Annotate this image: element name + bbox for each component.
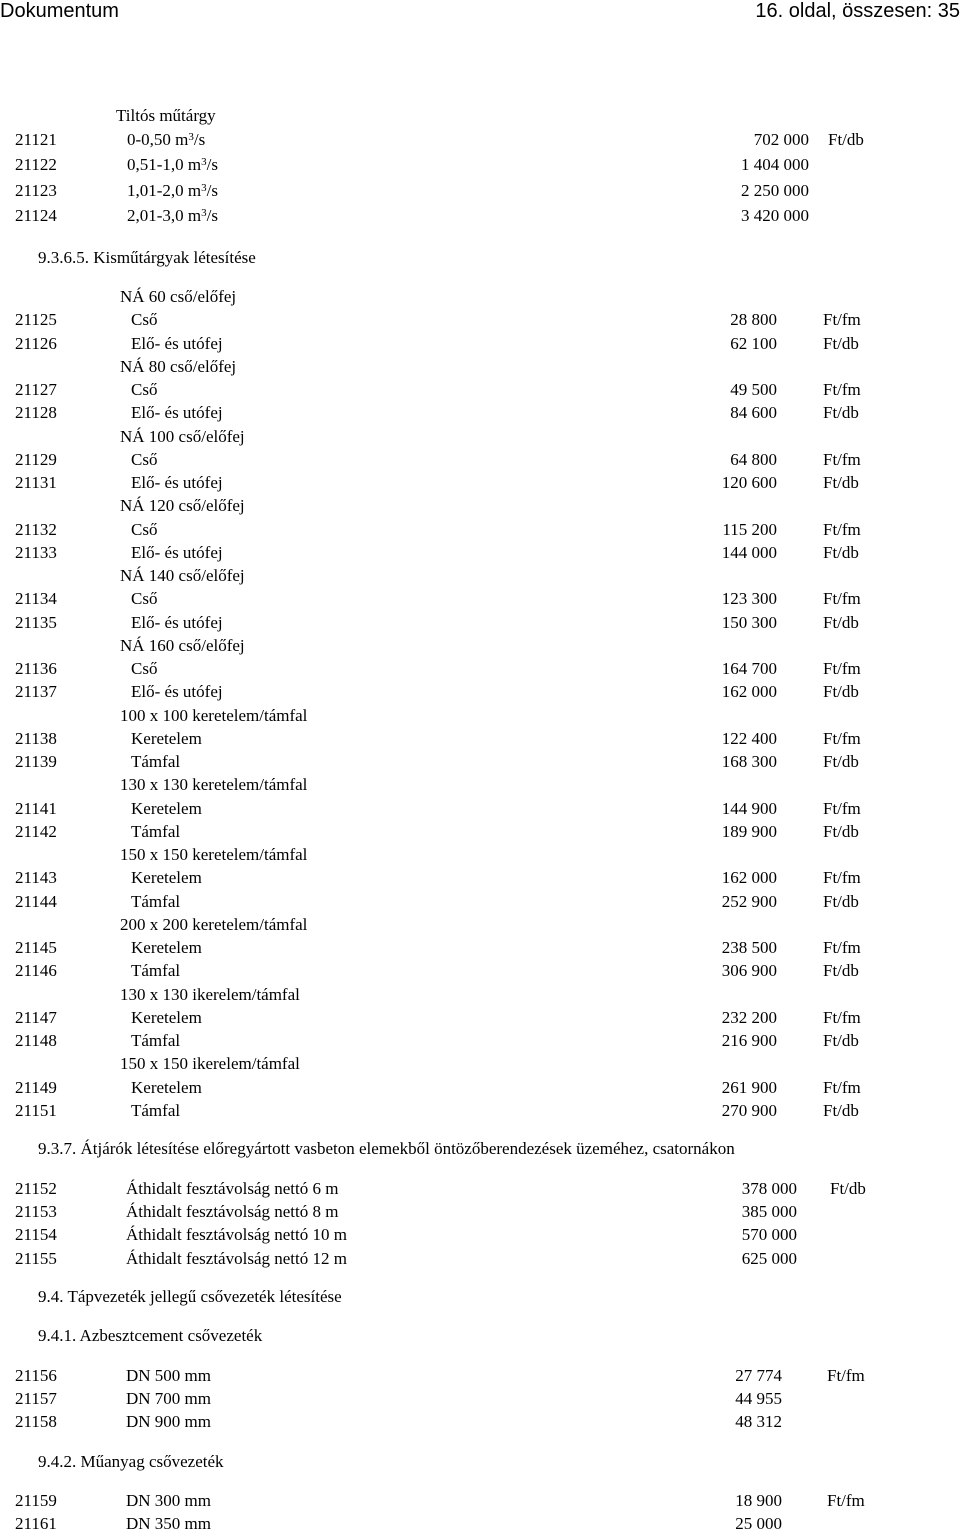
item-unit: Ft/db <box>823 1100 859 1120</box>
item-price: 3 420 000 <box>741 205 809 225</box>
item-description: DN 350 mm <box>126 1514 211 1534</box>
item-unit: Ft/fm <box>823 380 861 399</box>
item-code: 21138 <box>15 728 57 748</box>
section-subheading: Tiltós műtárgy <box>116 106 216 125</box>
item-unit: Ft/db <box>823 542 859 562</box>
group-heading: 200 x 200 keretelem/támfal <box>120 914 308 934</box>
item-code: 21151 <box>15 1100 57 1120</box>
item-price: 120 600 <box>721 473 777 492</box>
item-price: 625 000 <box>741 1248 797 1268</box>
item-code: 21142 <box>15 821 57 841</box>
item-price: 238 500 <box>721 938 777 957</box>
item-code: 21126 <box>15 333 57 353</box>
item-code: 21128 <box>15 403 57 423</box>
item-description: Elő- és utófej <box>131 682 223 702</box>
item-description: Cső <box>131 519 158 539</box>
item-description: Támfal <box>131 961 181 981</box>
item-description: Keretelem <box>131 798 202 818</box>
item-code: 21146 <box>15 961 57 981</box>
section-heading: 9.4.2. Műanyag csővezeték <box>38 1452 224 1471</box>
item-unit: Ft/db <box>823 821 859 841</box>
item-code: 21152 <box>15 1179 57 1198</box>
item-price: 702 000 <box>753 130 809 149</box>
item-price: 189 900 <box>721 821 777 841</box>
item-code: 21139 <box>15 752 57 771</box>
item-description: Áthidalt fesztávolság nettó 6 m <box>126 1179 339 1198</box>
item-code: 21144 <box>15 891 57 911</box>
item-description: DN 500 mm <box>126 1366 211 1385</box>
item-price: 162 000 <box>721 868 777 888</box>
item-description: Cső <box>131 589 158 609</box>
item-code: 21143 <box>15 868 57 888</box>
group-heading: NÁ 140 cső/előfej <box>120 566 245 585</box>
item-unit: Ft/db <box>823 752 859 771</box>
item-description: DN 300 mm <box>126 1491 211 1510</box>
item-price: 64 800 <box>730 449 777 469</box>
item-description: Áthidalt fesztávolság nettó 8 m <box>126 1202 339 1222</box>
item-code: 21123 <box>15 180 57 200</box>
item-unit: Ft/db <box>823 473 859 492</box>
item-unit: Ft/fm <box>823 798 861 818</box>
item-description: Keretelem <box>131 938 202 957</box>
group-heading: NÁ 160 cső/előfej <box>120 635 245 655</box>
item-price: 144 900 <box>721 798 777 818</box>
item-description: Elő- és utófej <box>131 403 223 423</box>
item-price: 570 000 <box>741 1225 797 1245</box>
item-code: 21131 <box>15 473 57 492</box>
item-price: 144 000 <box>721 542 777 562</box>
section-heading: 9.3.7. Átjárók létesítése előregyártott vasbeton elemekből öntözőberendezések üzeméhez, csatornákon <box>38 1139 735 1158</box>
item-price: 44 955 <box>735 1389 782 1409</box>
item-code: 21154 <box>15 1225 57 1245</box>
group-heading: 130 x 130 ikerelem/támfal <box>120 984 300 1004</box>
item-code: 21157 <box>15 1389 57 1409</box>
item-unit: Ft/db <box>823 961 859 981</box>
item-unit: Ft/db <box>823 403 859 423</box>
section-heading: 9.4. Tápvezeték jellegű csővezeték létesítése <box>38 1287 342 1306</box>
item-price: 2 250 000 <box>741 180 809 200</box>
item-unit: Ft/db <box>823 682 859 702</box>
item-price: 28 800 <box>730 310 777 330</box>
item-description: 1,01-2,0 $m^3/s$ <box>127 180 218 200</box>
item-price: 216 900 <box>721 1031 777 1050</box>
item-unit: Ft/db <box>823 891 859 911</box>
item-description: Támfal <box>131 891 181 911</box>
item-code: 21147 <box>15 1007 57 1027</box>
item-price: 48 312 <box>735 1412 782 1432</box>
item-price: 123 300 <box>721 589 777 609</box>
group-heading: 150 x 150 ikerelem/támfal <box>120 1054 300 1074</box>
item-unit: Ft/fm <box>823 868 861 888</box>
item-unit: Ft/fm <box>827 1491 865 1510</box>
item-code: 21127 <box>15 380 57 399</box>
item-description: Támfal <box>131 821 181 841</box>
page-counter: 16. oldal, összesen: 35 <box>755 0 960 22</box>
item-code: 21121 <box>15 130 57 149</box>
group-heading: NÁ 60 cső/előfej <box>120 287 237 306</box>
group-heading: 100 x 100 keretelem/támfal <box>120 705 308 725</box>
item-unit: Ft/fm <box>823 449 861 469</box>
item-price: 164 700 <box>721 659 777 678</box>
item-description: Keretelem <box>131 728 202 748</box>
item-code: 21137 <box>15 682 57 702</box>
item-code: 21158 <box>15 1412 57 1432</box>
item-unit: Ft/db <box>823 1031 859 1050</box>
item-price: 25 000 <box>735 1514 782 1534</box>
section-heading: 9.4.1. Azbesztcement csővezeték <box>38 1326 263 1345</box>
item-code: 21156 <box>15 1366 57 1385</box>
item-code: 21132 <box>15 519 57 539</box>
item-description: DN 900 mm <box>126 1412 211 1432</box>
item-code: 21159 <box>15 1491 57 1510</box>
document-title: Dokumentum <box>0 0 119 22</box>
item-unit: Ft/db <box>830 1179 866 1198</box>
item-code: 21125 <box>15 310 57 330</box>
item-unit: Ft/fm <box>823 1077 861 1097</box>
page-header <box>0 0 960 26</box>
group-heading: NÁ 120 cső/előfej <box>120 496 245 516</box>
item-unit: Ft/fm <box>823 728 861 748</box>
item-price: 306 900 <box>721 961 777 981</box>
item-code: 21133 <box>15 542 57 562</box>
item-price: 49 500 <box>730 380 777 399</box>
item-price: 232 200 <box>721 1007 777 1027</box>
group-heading: NÁ 80 cső/előfej <box>120 356 237 376</box>
item-code: 21149 <box>15 1077 57 1097</box>
item-unit: Ft/fm <box>823 938 861 957</box>
item-description: Cső <box>131 449 158 469</box>
group-heading: NÁ 100 cső/előfej <box>120 426 245 446</box>
item-price: 84 600 <box>730 403 777 423</box>
group-heading: 130 x 130 keretelem/támfal <box>120 775 308 795</box>
item-price: 1 404 000 <box>741 155 809 175</box>
item-description: Elő- és utófej <box>131 542 223 562</box>
item-unit: Ft/db <box>823 612 859 632</box>
item-description: 2,01-3,0 $m^3/s$ <box>127 205 218 225</box>
item-code: 21141 <box>15 798 57 818</box>
item-description: DN 700 mm <box>126 1389 211 1409</box>
item-code: 21134 <box>15 589 57 609</box>
item-unit: Ft/fm <box>823 1007 861 1027</box>
item-description: Elő- és utófej <box>131 612 223 632</box>
item-code: 21129 <box>15 449 57 469</box>
item-unit: Ft/fm <box>823 589 861 609</box>
item-description: Elő- és utófej <box>131 473 223 492</box>
group-heading: 150 x 150 keretelem/támfal <box>120 845 308 864</box>
item-price: 62 100 <box>730 333 777 353</box>
item-code: 21145 <box>15 938 57 957</box>
item-description: Keretelem <box>131 1077 202 1097</box>
item-price: 162 000 <box>721 682 777 702</box>
item-unit: Ft/db <box>823 333 859 353</box>
item-price: 261 900 <box>721 1077 777 1097</box>
item-price: 270 900 <box>721 1100 777 1120</box>
item-code: 21155 <box>15 1248 57 1268</box>
item-unit: Ft/fm <box>823 310 861 330</box>
item-price: 168 300 <box>721 752 777 771</box>
item-price: 18 900 <box>735 1491 782 1510</box>
item-description: Támfal <box>131 1031 181 1050</box>
item-description: Támfal <box>131 752 181 771</box>
item-description: 0-0,50 $m^3/s$ <box>127 130 206 149</box>
item-description: Keretelem <box>131 1007 202 1027</box>
item-code: 21148 <box>15 1031 57 1050</box>
item-description: Cső <box>131 310 158 330</box>
item-unit: Ft/fm <box>823 519 861 539</box>
item-description: Áthidalt fesztávolság nettó 12 m <box>126 1248 347 1268</box>
item-unit: Ft/fm <box>827 1366 865 1385</box>
item-description: 0,51-1,0 $m^3/s$ <box>127 155 218 175</box>
item-price: 150 300 <box>721 612 777 632</box>
item-price: 122 400 <box>721 728 777 748</box>
item-description: Keretelem <box>131 868 202 888</box>
item-code: 21135 <box>15 612 57 632</box>
item-code: 21153 <box>15 1202 57 1222</box>
item-price: 27 774 <box>735 1366 782 1385</box>
section-heading: 9.3.6.5. Kisműtárgyak létesítése <box>38 248 256 267</box>
item-code: 21124 <box>15 205 57 225</box>
item-description: Cső <box>131 659 158 678</box>
item-price: 252 900 <box>721 891 777 911</box>
item-code: 21136 <box>15 659 57 678</box>
item-code: 21161 <box>15 1514 57 1534</box>
item-description: Támfal <box>131 1100 181 1120</box>
item-description: Áthidalt fesztávolság nettó 10 m <box>126 1225 347 1245</box>
item-unit: Ft/fm <box>823 659 861 678</box>
item-description: Cső <box>131 380 158 399</box>
item-code: 21122 <box>15 155 57 175</box>
item-price: 385 000 <box>741 1202 797 1222</box>
item-description: Elő- és utófej <box>131 333 223 353</box>
item-price: 378 000 <box>741 1179 797 1198</box>
item-unit: Ft/db <box>828 130 864 149</box>
item-price: 115 200 <box>722 519 777 539</box>
